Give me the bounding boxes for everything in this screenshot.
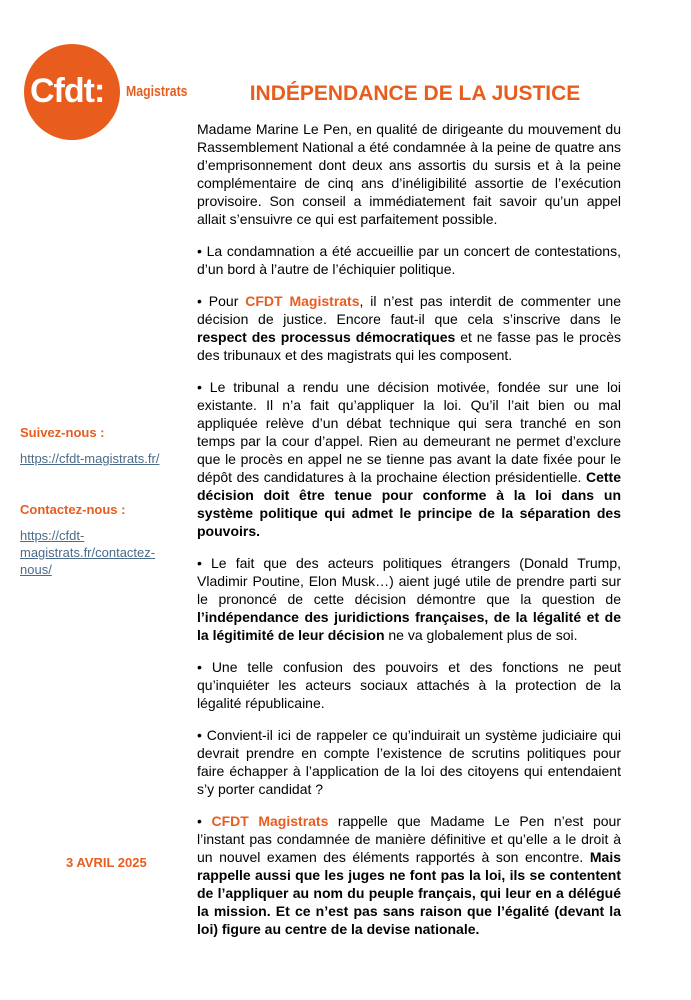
paragraph-foreign-actors <box>197 554 621 644</box>
paragraph-scrutins: • Convient-il ici de rappeler ce qu’induirait un système judiciaire qui devrait prendre en compte l’existence de scrutins politiques pour faire échapper à l’application de la loi des citoyens qui entendaient s’y porter candidat ? <box>197 727 621 797</box>
text: • Pour <box>197 293 246 309</box>
paragraph-tribunal <box>197 378 621 540</box>
paragraph-intro: Madame Marine Le Pen, en qualité de dirigeante du mouvement du Rassemblement National a été condamnée à la peine de quatre ans d’emprisonnement dont deux ans assortis du sursis et à la peine complémentaire de cinq ans d’inéligibilité assortie de l’exécution provisoire. Son conseil a immédiatement fait savoir qu’un appel allait s’ensuivre ce qui est parfaitement possible. <box>197 121 621 227</box>
org-name: CFDT Magistrats <box>211 813 329 829</box>
text: • Le fait que des acteurs politiques étrangers (Donald Trump, Vladimir Poutine, Elon Musk…) aient jugé utile de prendre parti sur le prononcé de cette décision démontre que la question de <box>197 555 621 607</box>
contact-link-line: magistrats.fr/contactez- <box>20 545 156 560</box>
emphasis: l’indépendance des juridictions françaises, de la légalité et de la légitimité de leur décision <box>197 609 621 643</box>
text: ne va globalement plus de soi. <box>384 627 578 643</box>
logo-magistrats-text: Magistrats <box>126 83 188 100</box>
text: rappelle que Madame Le Pen n’est pour l’instant pas condamnée de manière définitive et qu’elle a le droit à un nouvel examen des éléments rapportés à son encontre. <box>197 813 621 865</box>
emphasis: respect des processus démocratiques <box>197 329 456 345</box>
text: , il n’est pas interdit de commenter une décision de justice. Encore faut-il que cela s’inscrive dans le <box>197 293 621 327</box>
paragraph-conclusion <box>197 812 621 938</box>
text: • Le tribunal a rendu une décision motivée, fondée sur une loi existante. Il n’a fait qu’appliquer la loi. Qu’il l’ait bien ou mal appliquée relève d’un débat technique qui sera tranché en son temps par la cour d’appel. Rien au demeurant ne permet d’exclure que le procès en appel ne se tienne pas avant la date fixée pour le dépôt des candidatures à la prochaine élection présidentielle. <box>197 379 621 485</box>
emphasis: Mais rappelle aussi que les juges ne font pas la loi, ils se contentent de l’appliquer au nom du peuple français, qui leur en a délégué la mission. Et ce n’est pas sans raison que l’égalité (devant la loi) figure au centre de la devise nationale. <box>197 849 621 937</box>
contact-link-line: https://cfdt- <box>20 528 85 543</box>
emphasis: Cette décision doit être tenue pour conforme à la loi dans un système politique qui admet le principe de la séparation des pouvoirs. <box>197 469 621 539</box>
website-link[interactable]: https://cfdt-magistrats.fr/ <box>20 451 160 466</box>
contact-link[interactable] <box>20 527 170 578</box>
page-title: INDÉPENDANCE DE LA JUSTICE <box>249 82 581 105</box>
article-body <box>197 120 621 952</box>
follow-label: Suivez-nous : <box>20 425 105 440</box>
text: • <box>197 813 212 829</box>
contact-label: Contactez-nous : <box>20 502 126 517</box>
paragraph-confusion: • Une telle confusion des pouvoirs et des fonctions ne peut qu’inquiéter les acteurs sociaux attachés à la protection de la légalité républicaine. <box>197 659 621 711</box>
contact-link-line: nous/ <box>20 562 52 577</box>
org-name: CFDT Magistrats <box>245 293 360 309</box>
contact-section <box>20 502 170 578</box>
logo-cfdt-text: Cfdt: <box>30 72 105 110</box>
paragraph-condamnation: • La condamnation a été accueillie par un concert de contestations, d’un bord à l’autre de l’échiquier politique. <box>197 243 621 277</box>
paragraph-cfdt-position <box>197 292 621 364</box>
publication-date: 3 AVRIL 2025 <box>66 855 147 870</box>
text: et ne fasse pas le procès des tribunaux et des magistrats qui les composent. <box>197 329 621 363</box>
follow-section <box>20 425 170 467</box>
